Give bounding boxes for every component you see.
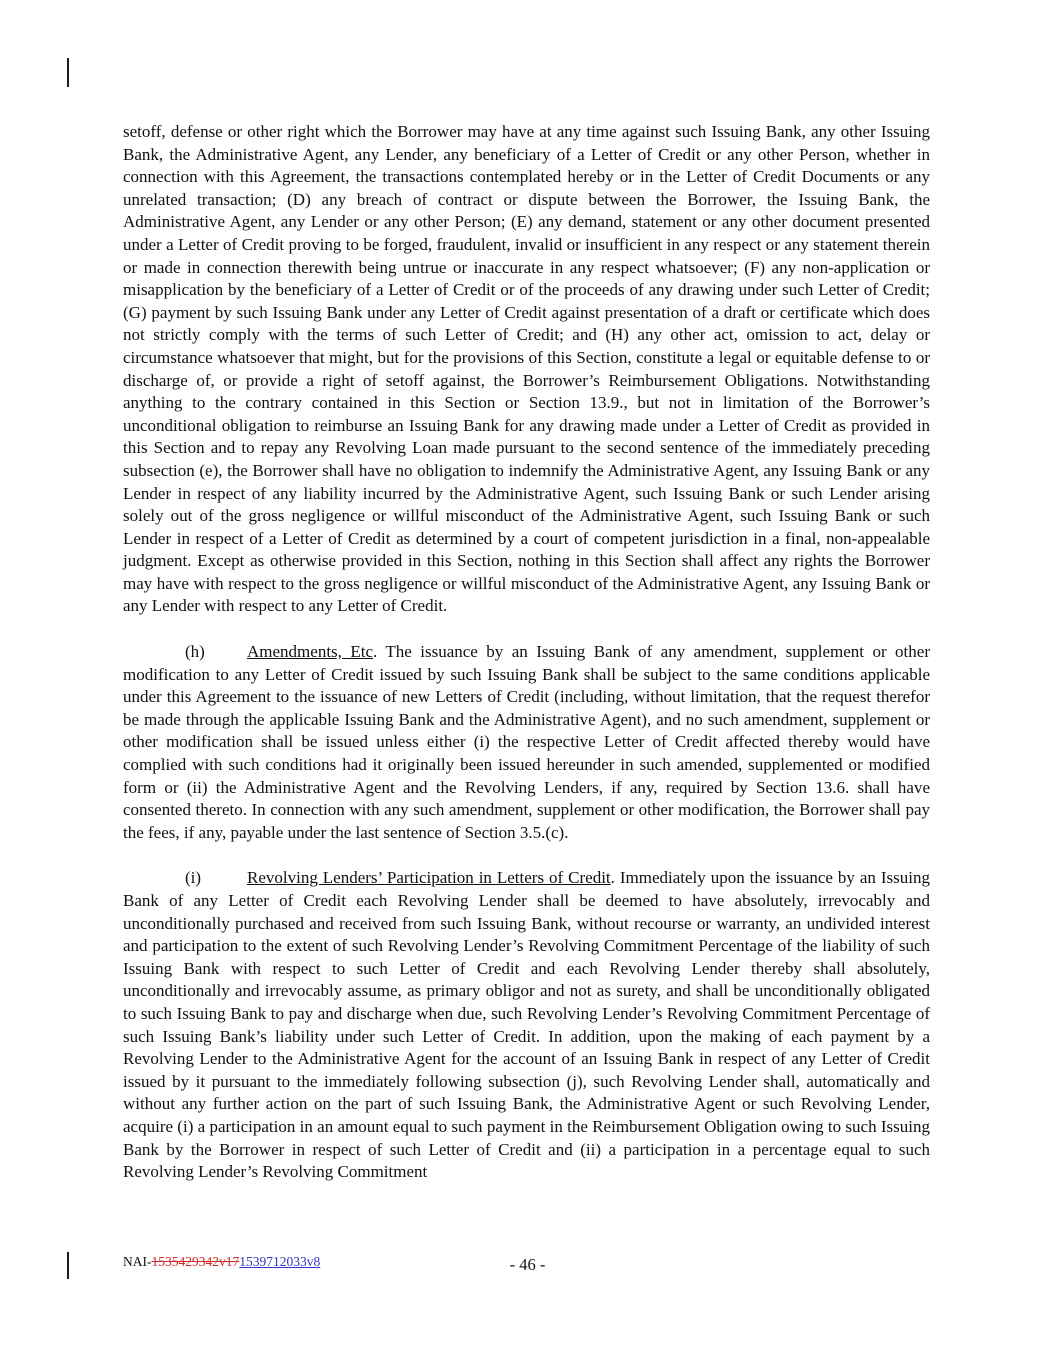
paragraph-text: . The issuance by an Issuing Bank of any amendment, supplement or other modification to any Letter of Credit issued by such Issuing Bank shall be subject to the same conditions applicable under this Agreement to the issuance of new Letters of Credit (including, without limitation, that the request therefor be made through the applicable Issuing Bank and the Administrative Agent), and no such amendment, supplement or other modification shall be issued unless either (i) the respective Letter of Credit affected thereby would have complied with such conditions had it originally been issued hereunder in such amended, supplemented or modified form or (ii) the Administrative Agent and the Revolving Lenders, if any, required by Section 13.6. shall have consented thereto. In connection with any such amendment, supplement or other modification, the Borrower shall pay the fees, if any, payable under the last sentence of Section 3.5.(c). [123, 642, 930, 842]
page-body [123, 121, 930, 1184]
paragraph-i [123, 867, 930, 1183]
section-label: (i) [185, 868, 202, 888]
section-label: (h) [185, 642, 205, 662]
revision-change-bar-top [67, 58, 69, 87]
doc-id-prefix: NAI- [123, 1254, 152, 1269]
doc-id-inserted: 1539712033v8 [239, 1254, 321, 1269]
paragraph-text: . Immediately upon the issuance by an Issuing Bank of any Letter of Credit each Revolving Lender shall be deemed to have absolutely, irrevocably and unconditionally purchased and received from such Issuing Bank, without recourse or warranty, an undivided interest and participation to the extent of such Revolving Lender’s Revolving Commitment Percentage of the liability of such Issuing Bank with respect to such Letter of Credit and each Revolving Lender thereby shall absolutely, unconditionally and irrevocably assume, as primary obligor and not as surety, and shall be unconditionally obligated to such Issuing Bank to pay and discharge when due, such Revolving Lender’s Revolving Commitment Percentage of such Issuing Bank’s liability under such Letter of Credit. In addition, upon the making of each payment by a Revolving Lender to the Administrative Agent for the account of an Issuing Bank in respect of any Letter of Credit issued by it pursuant to the immediately following subsection (j), such Revolving Lender shall, automatically and without any further action on the part of such Issuing Bank, the Administrative Agent or such Revolving Lender, acquire (i) a participation in an amount equal to such payment in the Reimbursement Obligation owing to such Issuing Bank by the Borrower in respect of such Letter of Credit and (ii) a participation in a percentage equal to such Revolving Lender’s Revolving Commitment [123, 868, 930, 1182]
section-heading: Amendments, Etc [247, 642, 373, 662]
page-number: - 46 - [509, 1255, 546, 1274]
paragraph-h [123, 641, 930, 844]
section-heading: Revolving Lenders’ Participation in Letters of Credit [247, 868, 611, 888]
paragraph-continuation [123, 121, 930, 618]
paragraph-text: setoff, defense or other right which the Borrower may have at any time against such Issuing Bank, any other Issuing Bank, the Administrative Agent, any Lender, any beneficiary of a Letter of Credit or any other Person, whether in connection with this Agreement, the transactions contemplated hereby or in the Letter of Credit Documents or any unrelated transaction; (D) any breach of contract or dispute between the Borrower, the Issuing Bank, the Administrative Agent, any Lender or any other Person; (E) any demand, statement or any other document presented under a Letter of Credit proving to be forged, fraudulent, invalid or insufficient in any respect or any statement therein or made in connection therewith being untrue or inaccurate in any respect whatsoever; (F) any non-application or misapplication by the beneficiary of a Letter of Credit or of the proceeds of any drawing under such Letter of Credit; (G) payment by such Issuing Bank under any Letter of Credit against presentation of a draft or certificate which does not strictly comply with the terms of such Letter of Credit; and (H) any other act, omission to act, delay or circumstance whatsoever that might, but for the provisions of this Section, constitute a legal or equitable defense to or discharge of, or provide a right of setoff against, the Borrower’s Reimbursement Obligations. Notwithstanding anything to the contrary contained in this Section or Section 13.9., but not in limitation of the Borrower’s unconditional obligation to reimburse an Issuing Bank for any drawing made under a Letter of Credit as provided in this Section and to repay any Revolving Loan made pursuant to the second sentence of the immediately preceding subsection (e), the Borrower shall have no obligation to indemnify the Administrative Agent, any Issuing Bank or any Lender in respect of any liability incurred by the Administrative Agent, such Issuing Bank or such Lender arising solely out of the gross negligence or willful misconduct of the Administrative Agent, such Issuing Bank or such Lender in respect of a Letter of Credit as determined by a court of competent jurisdiction in a final, non-appealable judgment. Except as otherwise provided in this Section, nothing in this Section shall affect any rights the Borrower may have with respect to the gross negligence or willful misconduct of the Administrative Agent, any Issuing Bank or any Lender with respect to any Letter of Credit. [123, 122, 930, 616]
doc-id-deleted: 1535429342v17 [151, 1254, 240, 1269]
